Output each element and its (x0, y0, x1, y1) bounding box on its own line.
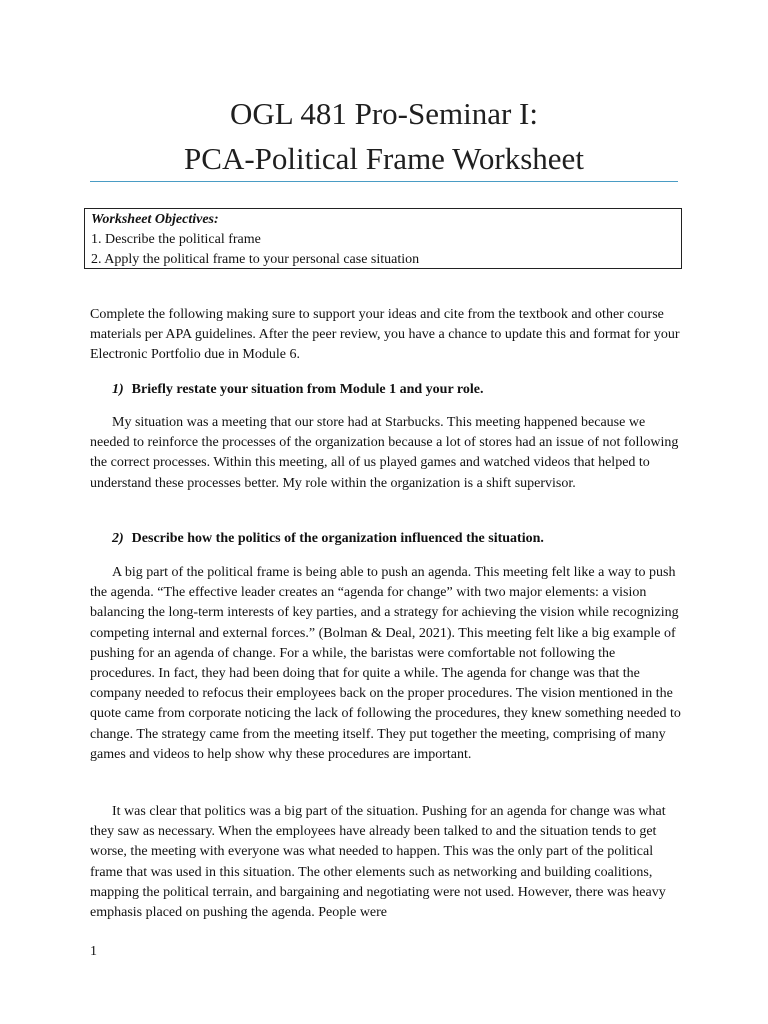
question-2 (90, 529, 682, 549)
answer-2-paragraph-2: It was clear that politics was a big part of the situation. Pushing for an agenda for change was what they saw as necessary. When the employees have already been talked to and the situation tends to get worse, the meeting with everyone was what needed to happen. This was the only part of the political frame that was used in this situation. The other elements such as networking and building coalitions, mapping the political terrain, and bargaining and negotiating were not used. However, there was heavy emphasis placed on pushing the agenda. People were (90, 804, 666, 921)
title-line-2: PCA-Political Frame Worksheet (184, 141, 584, 176)
question-1-number: 1) (112, 382, 124, 397)
question-1-text: Briefly restate your situation from Module 1 and your role. (131, 382, 484, 397)
intro-paragraph: Complete the following making sure to support your ideas and cite from the textbook and other course materials per APA guidelines. After the peer review, you have a chance to update this and format for your Electronic Portfolio due in Module 6. (90, 307, 680, 363)
answer-1-paragraph: My situation was a meeting that our store had at Starbucks. This meeting happened because we needed to reinforce the processes of the organization because a lot of stores had an issue of not following the correct processes. Within this meeting, all of us played games and watched videos that helped to understand these processes better. My role within the organization is a shift supervisor. (90, 415, 679, 491)
answer-2-paragraph-1: A big part of the political frame is being able to push an agenda. This meeting felt like a way to push the agenda. “The effective leader creates an “agenda for change” with two major elements: a vision balancing the long-term interests of key parties, and a strategy for achieving the vision while recognizing competing internal and external forces.” (Bolman & Deal, 2021). This meeting felt like a big example of pushing for an agenda of change. For a while, the baristas were comfortable not following the procedures. In fact, they had been doing that for quite a while. The agenda for change was that the company needed to refocus their employees back on the proper procedures. The vision mentioned in the quote came from corporate noticing the lack of following the procedures, they knew something needed to change. The strategy came from the meeting itself. They put together the meeting, comprising of many games and videos to help show why these procedures are important. (90, 565, 681, 762)
question-1 (90, 380, 682, 400)
title-underline-rule (90, 181, 678, 182)
question-2-number: 2) (112, 531, 124, 546)
objectives-heading: Worksheet Objectives: (91, 212, 219, 227)
title-line-1: OGL 481 Pro-Seminar I: (230, 96, 538, 131)
page-number: 1 (90, 944, 97, 959)
question-2-text: Describe how the politics of the organization influenced the situation. (131, 531, 544, 546)
objective-item-1: 1. Describe the political frame (91, 232, 261, 247)
objectives-box (84, 208, 682, 269)
objective-item-2: 2. Apply the political frame to your personal case situation (91, 252, 420, 267)
